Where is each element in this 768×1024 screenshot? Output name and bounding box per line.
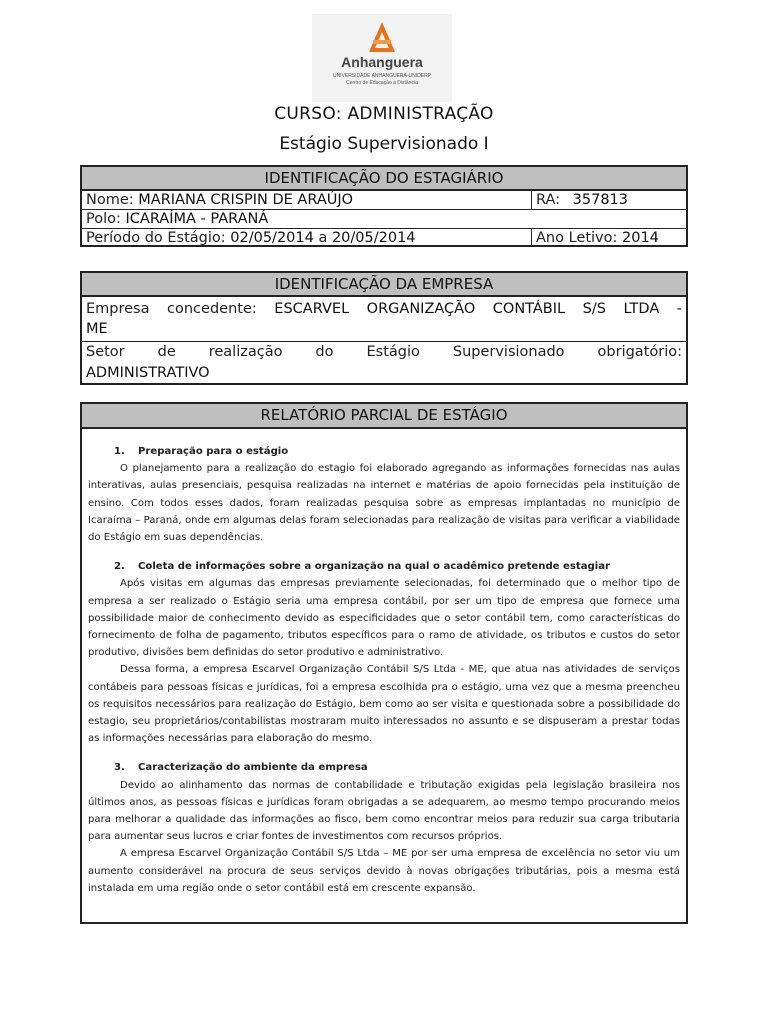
company-identification-heading: IDENTIFICAÇÃO DA EMPRESA (82, 273, 686, 297)
section-1-title (88, 443, 680, 460)
period-row (82, 229, 686, 247)
polo-row (82, 210, 686, 229)
sector-value: ADMINISTRATIVO (86, 365, 210, 381)
section-2-heading: Coleta de informações sobre a organização na qual o acadêmico pretende estagiar (138, 561, 611, 573)
period-separator: a (318, 230, 328, 246)
company-identification-table (80, 271, 688, 385)
report-body (82, 429, 686, 897)
student-identification-heading: IDENTIFICAÇÃO DO ESTAGIÁRIO (82, 167, 686, 191)
logo-name: Anhanguera (341, 54, 423, 70)
sector-line-2 (86, 364, 682, 384)
course-title: CURSO: ADMINISTRAÇÃO (274, 104, 494, 124)
year-cell (531, 229, 686, 247)
company-value-2: ME (86, 321, 108, 337)
sector-line-1 (86, 342, 682, 364)
year-label: Ano Letivo: (536, 230, 618, 246)
name-value: MARIANA CRISPIN DE ARAÚJO (138, 192, 354, 208)
name-label: Nome: (86, 192, 134, 208)
period-cell (82, 229, 531, 247)
section-2-paragraph-1: Após visitas em algumas das empresas previamente selecionadas, foi determinado que o melhor tipo de empresa a ser realizado o Estágio seria uma empresa contábil, por ser um tipo de empresa que fornece uma possibilidade maior de conhecimento devido as especificidades que o setor contábil tem, como características do fornecimento de folha de pagamento, tributos específicos para o ramo de atividade, os tributos e custos do setor produtivo, divisões bem definidas do setor produtivo e administrativo. (88, 578, 680, 659)
section-3-title (88, 759, 680, 776)
company-line-1 (86, 297, 682, 321)
section-1-heading: Preparação para o estágio (138, 446, 289, 457)
section-1-paragraph-1: O planejamento para a realização do estagio foi elaborado agregando as informações fornecidas nas aulas interativas, aulas presenciais, pesquisa realizadas na internet e matérias de apoio fornecidas pela instituição de ensino. Com todos esses dados, foram realizadas pesquisa sobre as empresas implantadas no município de Icaraíma – Paraná, onde em algumas delas foram selecionadas para realização de visitas para verificar a viabilidade do Estágio em suas dependências. (88, 463, 680, 544)
anhanguera-logo-icon (368, 20, 396, 54)
section-1-number: 1. (114, 446, 125, 457)
section-2-paragraph-2: Dessa forma, a empresa Escarvel Organização Contábil S/S Ltda - ME, que atua nas atividades de serviços contábeis para pessoas físicas e jurídicas, foi a empresa escolhida pra o estágio, uma vez que a mesma preencheu os requisitos necessários para realização do Estágio, bem como ao ser visita e questionada sobre a possibilidade do estagio, seu proprietários/contabilistas mostraram muito interessados no assunto e se dispuseram a prestar todas as informações necessárias para elaboração do mesmo. (88, 664, 680, 745)
section-3-heading: Caracterização do ambiente da empresa (138, 762, 368, 774)
partial-report-box (80, 402, 688, 924)
section-2-number: 2. (114, 561, 125, 573)
logo-subtitle-1: UNIVERSIDADE ANHANGUERA-UNIDERP (332, 73, 432, 79)
section-3-number: 3. (114, 762, 125, 774)
polo-label: Polo: (86, 211, 121, 227)
student-identification-table (80, 165, 688, 247)
sector-row (82, 342, 686, 384)
polo-value: ICARAÍMA - PARANÁ (125, 211, 269, 227)
ra-label: RA: (536, 192, 561, 208)
period-end: 20/05/2014 (331, 230, 416, 246)
section-3-paragraph-1: Devido ao alinhamento das normas de contabilidade e tributação exigidas pela legislação brasileira nos últimos anos, as pessoas físicas e jurídicas foram obrigadas a se adequarem, ao mesmo tempo procurando meios para melhorar a qualidade das informações ao fisco, bem como encontrar meios para reduzir sua carga tributaria para aumentar seus lucros e criar fontes de investimentos com recursos próprios. (88, 779, 680, 843)
internship-title: Estágio Supervisionado I (279, 134, 489, 154)
company-row (82, 297, 686, 342)
name-cell (82, 191, 531, 209)
period-label: Período do Estágio: (86, 230, 226, 246)
company-label: Empresa concedente: (86, 301, 257, 317)
name-row (82, 191, 686, 210)
period-start: 02/05/2014 (230, 230, 314, 246)
logo-subtitle-2: Centro de Educação a Distância (346, 80, 418, 86)
section-3-paragraph-2: A empresa Escarvel Organização Contábil S/S Ltda – ME por ser uma empresa de excelência no setor viu um aumento considerável na procura de seus serviços devido à novas obrigações tributárias, pois a mesma está instalada em uma região onde o setor contábil está em crescente expansão. (88, 848, 680, 894)
sector-label: Setor de realização do Estágio Supervisionado obrigatório: (86, 344, 682, 360)
ra-cell (531, 191, 686, 209)
company-line-2 (86, 321, 682, 341)
ra-value: 357813 (572, 192, 629, 208)
polo-cell (82, 210, 686, 228)
section-2-title (88, 558, 680, 575)
partial-report-heading: RELATÓRIO PARCIAL DE ESTÁGIO (82, 404, 686, 429)
logo (312, 14, 452, 102)
year-value: 2014 (622, 230, 659, 246)
company-value-1: ESCARVEL ORGANIZAÇÃO CONTÁBIL S/S LTDA - (274, 301, 682, 317)
